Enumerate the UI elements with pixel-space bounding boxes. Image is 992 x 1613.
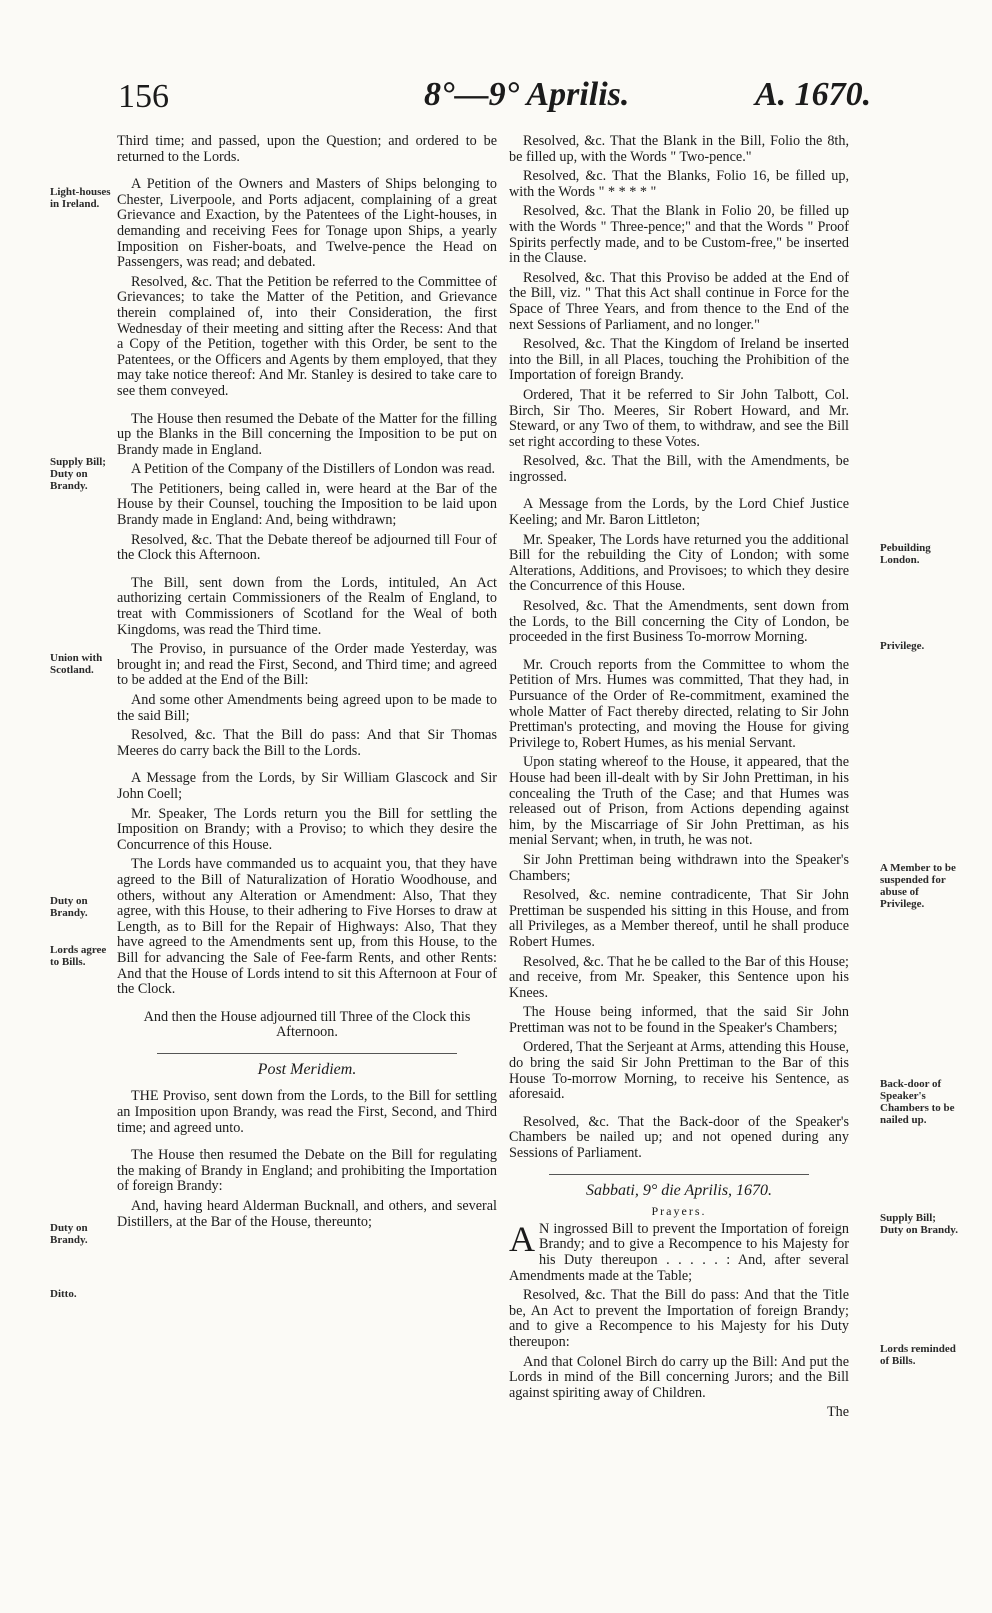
paragraph: Resolved, &c. That the Back-door of the Speaker's Chambers be nailed up; and not opened during any Sessions of Parliament. xyxy=(509,1113,849,1162)
paragraph: Mr. Crouch reports from the Committee to whom the Petition of Mrs. Humes was committed, That they had, in Pursuance of the Order of Re-commitment, examined the whole Matter of Fact thereby directed, relating to Sir John Prettiman's protecting, and moving the House for giving Privilege to, Robert Humes, as his menial Servant. xyxy=(509,656,849,751)
paragraph: Resolved, &c. That the Blanks, Folio 16, be filled up, with the Words " * * * * " xyxy=(509,168,849,200)
paragraph: Ordered, That the Serjeant at Arms, attending this House, do bring the said Sir John Prettiman to the Bar of this House To-morrow Morning, to receive his Sentence, as aforesaid. xyxy=(509,1039,849,1103)
drop-cap: A xyxy=(509,1218,535,1259)
paragraph: Resolved, &c. That this Proviso be added at the End of the Bill, viz. " That this Act shall continue in Force for the Space of Three Years, and from thence to the End of the next Sessions of Parliament, and no longer." xyxy=(509,269,849,333)
margin-note: Union with Scotland. xyxy=(50,652,103,676)
margin-note: Ditto. xyxy=(50,1288,77,1300)
paragraph: The Lords have commanded us to acquaint you, that they have agreed to the Bill of Naturalization of Horatio Woodhouse, and others, without any Alteration or Amendment: Also, That they agree, with this House, to their adhering to Five Horses to draw at Length, as to Bill for the Repair of Highways: Also, That they have agreed to the Amendments sent up, from this House, to the Bill for advancing the Sale of Fee-farm Rents, and other Rents: And that the House of Lords intend to sit this Afternoon at Four of the Clock. xyxy=(117,856,497,998)
page-header xyxy=(0,72,992,132)
paragraph: Resolved, &c. That the Bill, with the Amendments, be ingrossed. xyxy=(509,453,849,485)
section-heading: Post Meridiem. xyxy=(257,1060,357,1078)
paragraph: And, having heard Alderman Bucknall, and others, and several Distillers, at the Bar of the House, thereunto; xyxy=(117,1198,497,1230)
header-dates: 8°—9° Aprilis. xyxy=(424,76,630,113)
paragraph: THE Proviso, sent down from the Lords, to the Bill for settling an Imposition upon Brandy, was read the First, Second, and Third time; and agreed unto. xyxy=(117,1088,497,1136)
paragraph: Resolved, &c. That he be called to the Bar of this House; and receive, from Mr. Speaker, this Sentence upon his Knees. xyxy=(509,953,849,1001)
margin-note: Duty on Brandy. xyxy=(50,895,88,919)
paragraph: Ordered, That it be referred to Sir John Talbott, Col. Birch, Sir Tho. Meeres, Sir Robert Howard, and Mr. Steward, or any Two of them, to withdraw, and see the Bill set right according to these Votes. xyxy=(509,386,849,450)
header-year: A. 1670. xyxy=(755,76,872,113)
section-rule xyxy=(157,1053,457,1054)
margin-note: Light-houses in Ireland. xyxy=(50,186,111,210)
paragraph: And that Colonel Birch do carry up the Bill: And put the Lords in mind of the Bill concerning Jurors; and the Bill against spiriting away of Children. xyxy=(509,1353,849,1401)
paragraph: Resolved, &c. That the Bill do pass: And that Sir Thomas Meeres do carry back the Bill to the Lords. xyxy=(117,727,497,759)
paragraph: A Petition of the Owners and Masters of Ships belonging to Chester, Liverpoole, and Ports adjacent, complaining of a great Grievance and Exaction, by the Patentees of the Light-houses, in demanding and receiving Fees for Tonage upon Ships, a yearly Imposition on Fisher-boats, and Twelve-pence the Head on Passengers, was read; and debated. xyxy=(117,176,497,271)
paragraph: N ingrossed Bill to prevent the Importation of foreign Brandy; and to give a Recompence to his Majesty for his Duty thereupon . . . . . : And, after several Amendments made at the Table; xyxy=(509,1220,849,1284)
paragraph: A Message from the Lords, by the Lord Chief Justice Keeling; and Mr. Baron Littleton; xyxy=(509,496,849,529)
page-number: 156 xyxy=(118,78,169,115)
paragraph: Third time; and passed, upon the Question; and ordered to be returned to the Lords. xyxy=(117,133,497,165)
margin-note: Pebuilding London. xyxy=(880,542,931,566)
paragraph: Mr. Speaker, The Lords return you the Bill for settling the Imposition on Brandy; with a Proviso; to which they desire the Concurrence of this House. xyxy=(117,805,497,853)
paragraph: The House then resumed the Debate on the Bill for regulating the making of Brandy in England; and prohibiting the Importation of foreign Brandy: xyxy=(117,1147,497,1195)
paragraph: Mr. Speaker, The Lords have returned you the additional Bill for the rebuilding the City of London; with some Alterations, Additions, and Provisoes; to which they desire the Concurrence of this House. xyxy=(509,531,849,595)
paragraph: Resolved, &c. That the Kingdom of Ireland be inserted into the Bill, in all Places, touching the Prohibition of the Importation of foreign Brandy. xyxy=(509,336,849,384)
margin-note: A Member to be suspended for abuse of Privilege. xyxy=(880,862,956,910)
margin-note: Lords reminded of Bills. xyxy=(880,1343,956,1367)
paragraph: Resolved, &c. That the Debate thereof be adjourned till Four of the Clock this Afternoon. xyxy=(117,531,497,564)
paragraph: The Bill, sent down from the Lords, intituled, An Act authorizing certain Commissioners of the Realm of England, to treat with Commissioners of Scotland for the Weal of both Kingdoms, was read the Third time. xyxy=(117,574,497,638)
margin-note: Supply Bill; Duty on Brandy. xyxy=(50,456,106,492)
paragraph: Sir John Prettiman being withdrawn into the Speaker's Chambers; xyxy=(509,851,849,884)
margin-note: Duty on Brandy. xyxy=(50,1222,88,1246)
paragraph: Resolved, &c. That the Bill do pass: And that the Title be, An Act to prevent the Importation of foreign Brandy; and to give a Recompence to his Majesty for his Duty thereupon: xyxy=(509,1287,849,1350)
paragraph: The Proviso, in pursuance of the Order made Yesterday, was brought in; and read the First, Second, and Third time; and agreed to be added at the End of the Bill: xyxy=(117,641,497,689)
paragraph: The Petitioners, being called in, were heard at the Bar of the House by their Counsel, touching the Imposition to be laid upon Brandy made in England: And, being withdrawn; xyxy=(117,480,497,529)
paragraph: A Petition of the Company of the Distillers of London was read. xyxy=(131,461,496,478)
catchword: The xyxy=(826,1404,849,1421)
paragraph: And some other Amendments being agreed upon to be made to the said Bill; xyxy=(117,692,497,724)
margin-note: Supply Bill; Duty on Brandy. xyxy=(880,1212,958,1236)
prayers-heading: Prayers. xyxy=(651,1204,707,1219)
margin-note: Lords agree to Bills. xyxy=(50,944,107,968)
date-heading: Sabbati, 9° die Aprilis, 1670. xyxy=(585,1181,773,1199)
paragraph: Resolved, &c. nemine contradicente, That Sir John Prettiman be suspended his sitting in this House, and from all Privileges, as a Member thereof, until he shall produce Robert Humes. xyxy=(509,887,849,950)
left-column xyxy=(117,134,497,1234)
paragraph: A Message from the Lords, by Sir William Glascock and Sir John Coell; xyxy=(117,770,497,802)
right-column xyxy=(509,134,849,1425)
paragraph: Resolved, &c. That the Amendments, sent down from the Lords, to the Bill concerning the City of London, be proceeded in the first Business To-morrow Morning. xyxy=(509,598,849,646)
paragraph: The House being informed, that the said Sir John Prettiman was not to be found in the Speaker's Chambers; xyxy=(509,1004,849,1036)
paragraph: The House then resumed the Debate of the Matter for the filling up the Blanks in the Bill concerning the Imposition to be put on Brandy made in England. xyxy=(117,410,497,458)
paragraph: Resolved, &c. That the Blank in the Bill, Folio the 8th, be filled up, with the Words " Two-pence." xyxy=(509,133,849,165)
margin-note: Back-door of Speaker's Chambers to be nailed up. xyxy=(880,1078,955,1126)
paragraph: Resolved, &c. That the Blank in Folio 20, be filled up with the Words " Three-pence;" and that the Words " Proof Spirits perfectly made, and to be Custom-free," be inserted in the Clause. xyxy=(509,203,849,267)
adjournment-line: And then the House adjourned till Three of the Clock this Afternoon. xyxy=(143,1008,471,1041)
margin-note: Privilege. xyxy=(880,640,925,652)
paragraph: Upon stating whereof to the House, it appeared, that the House had been ill-dealt with by Sir John Prettiman, in his concealing the Truth of the Case; and that Humes was released out of Prison, from Actions depending against him, by the Miscarriage of Sir John Prettiman, as his menial Servant; when, in truth, he was not. xyxy=(509,754,849,849)
section-rule xyxy=(549,1174,809,1175)
paragraph: Resolved, &c. That the Petition be referred to the Committee of Grievances; to take the Matter of the Petition, and Grievance therein complained of, into their Consideration, the first Wednesday of their meeting and sitting after the Recess: And that a Copy of the Petition, together with this Order, be sent to the Patentees, or the Officers and Agents by them employed, that they may take notice thereof: And Mr. Stanley is desired to take care to see them conveyed. xyxy=(117,273,497,399)
